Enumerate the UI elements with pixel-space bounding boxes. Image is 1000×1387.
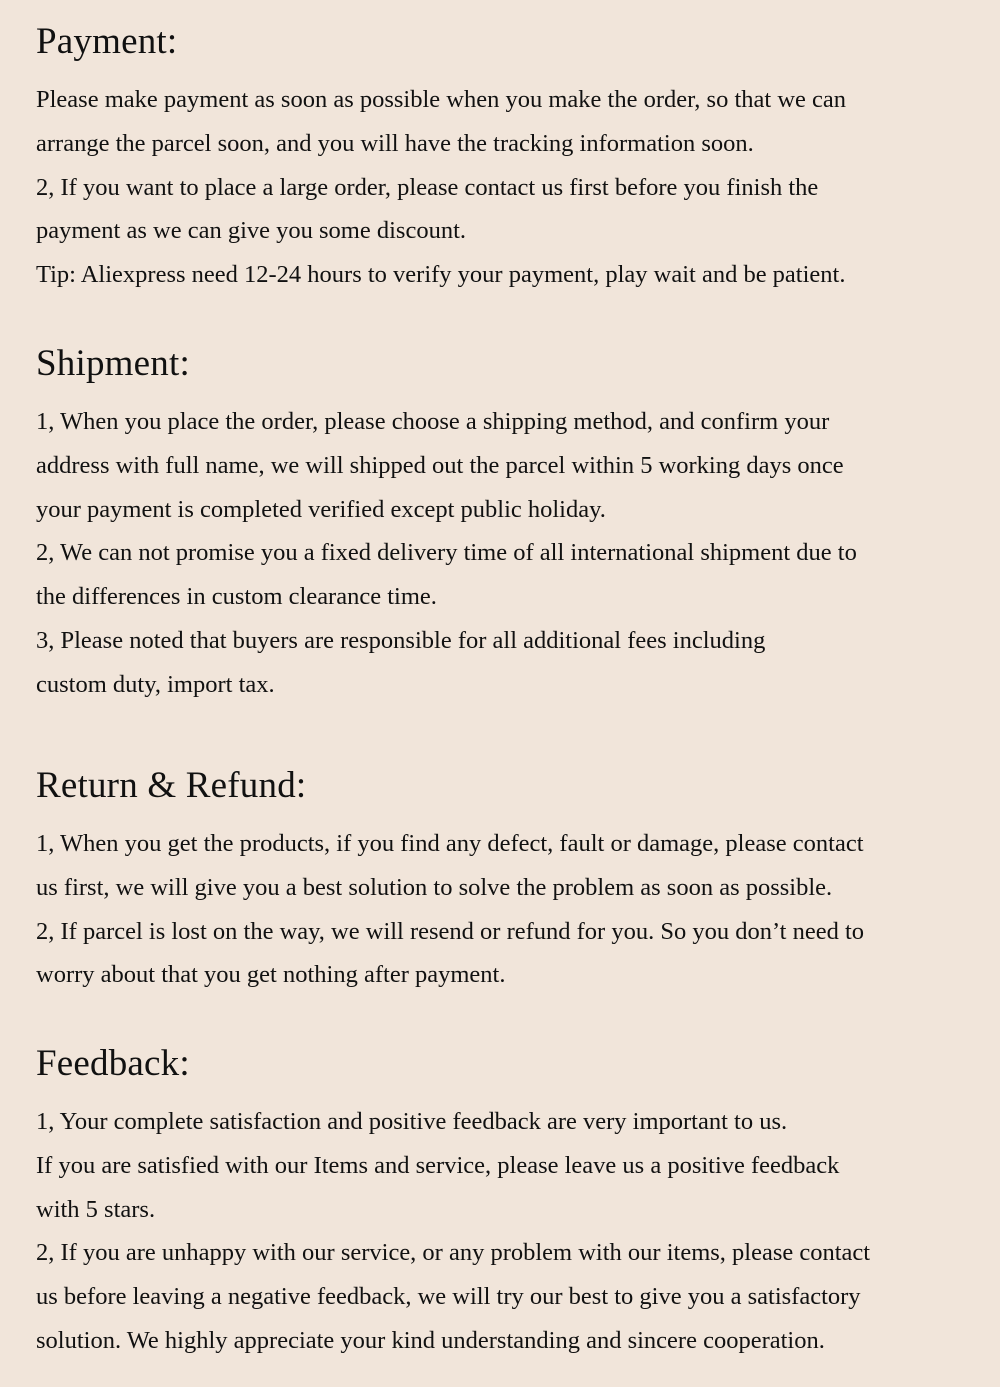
return-refund-line: 1, When you get the products, if you find any defect, fault or damage, please contact — [36, 830, 864, 857]
feedback-section — [36, 1042, 976, 1363]
shipment-heading: Shipment: — [36, 343, 190, 384]
feedback-line: 2, If you are unhappy with our service, or any problem with our items, please contact — [36, 1239, 871, 1267]
return-refund-body — [36, 822, 976, 997]
return-refund-line: worry about that you get nothing after payment. — [36, 961, 506, 989]
payment-line: arrange the parcel soon, and you will have the tracking information soon. — [36, 129, 754, 157]
feedback-line: If you are satisfied with our Items and service, please leave us a positive feedback — [36, 1151, 840, 1179]
shipment-line: 3, Please noted that buyers are responsible for all additional fees including — [36, 626, 766, 654]
return-refund-line: us first, we will give you a best solution to solve the problem as soon as possible. — [36, 873, 833, 901]
feedback-line: with 5 stars. — [36, 1195, 156, 1223]
payment-heading: Payment: — [36, 21, 178, 62]
shipment-line: the differences in custom clearance time. — [36, 583, 437, 611]
feedback-heading: Feedback: — [36, 1043, 190, 1084]
payment-line: Tip: Aliexpress need 12-24 hours to verify your payment, play wait and be patient. — [36, 261, 846, 289]
shipment-line: address with full name, we will shipped out the parcel within 5 working days once — [36, 451, 844, 479]
shipment-line: 1, When you place the order, please choose a shipping method, and confirm your — [36, 408, 830, 435]
shipment-line: 2, We can not promise you a fixed delivery time of all international shipment due to — [36, 539, 857, 567]
return-refund-line: 2, If parcel is lost on the way, we will resend or refund for you. So you don’t need to — [36, 917, 865, 945]
shipment-body — [36, 400, 976, 707]
shipment-line: custom duty, import tax. — [36, 670, 275, 698]
payment-line: payment as we can give you some discount. — [36, 217, 467, 245]
payment-line: Please make payment as soon as possible when you make the order, so that we can — [36, 86, 847, 113]
return-refund-heading: Return & Refund: — [36, 765, 307, 806]
feedback-line: solution. We highly appreciate your kind understanding and sincere cooperation. — [36, 1326, 825, 1354]
shipment-line: your payment is completed verified except public holiday. — [36, 495, 606, 523]
return-refund-section — [36, 764, 976, 997]
payment-body — [36, 78, 976, 297]
feedback-body — [36, 1100, 976, 1363]
payment-section — [36, 20, 976, 297]
feedback-line: us before leaving a negative feedback, we will try our best to give you a satisfactory — [36, 1283, 861, 1311]
payment-line: 2, If you want to place a large order, please contact us first before you finish the — [36, 173, 819, 201]
feedback-line: 1, Your complete satisfaction and positive feedback are very important to us. — [36, 1108, 788, 1135]
shipment-section — [36, 342, 976, 707]
